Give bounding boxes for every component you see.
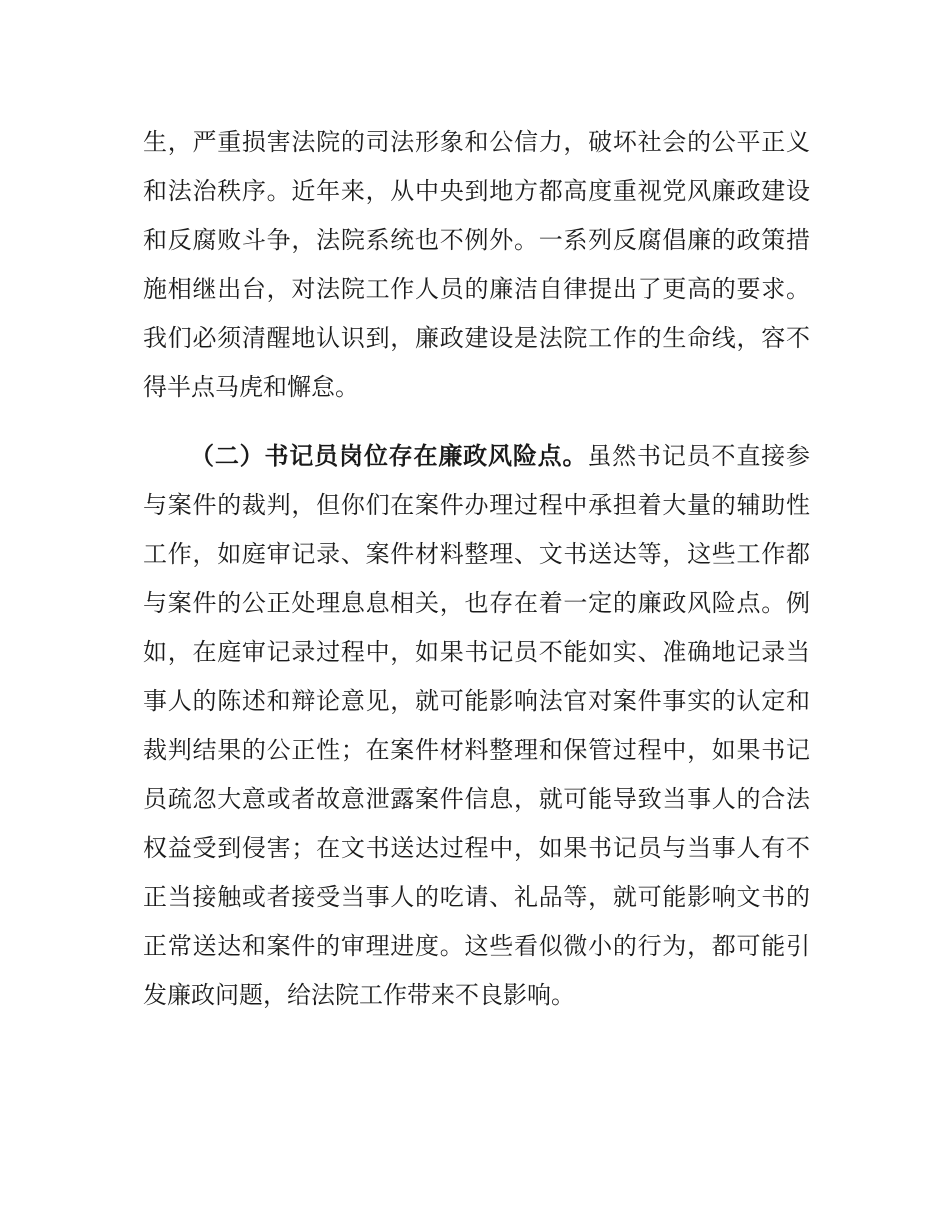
paragraph-first-line-text: 虽然书记员不直接参 bbox=[587, 442, 811, 470]
paragraph-line: 与案件的公正处理息息相关，也存在着一定的廉政风险点。例 bbox=[143, 589, 810, 617]
paragraph-line: 我们必须清醒地认识到，廉政建设是法院工作的生命线，容不 bbox=[143, 324, 810, 352]
paragraph-line: 工作，如庭审记录、案件材料整理、文书送达等，这些工作都 bbox=[143, 540, 810, 568]
paragraph-line: 正常送达和案件的审理进度。这些看似微小的行为，都可能引 bbox=[143, 932, 810, 960]
paragraph-line: 权益受到侵害；在文书送达过程中，如果书记员与当事人有不 bbox=[143, 834, 810, 862]
paragraph-line: 施相继出台，对法院工作人员的廉洁自律提出了更高的要求。 bbox=[143, 275, 810, 303]
paragraph-line: 如，在庭审记录过程中，如果书记员不能如实、准确地记录当 bbox=[143, 638, 810, 666]
paragraph-line: 正当接触或者接受当事人的吃请、礼品等，就可能影响文书的 bbox=[143, 883, 810, 911]
paragraph-line: 与案件的裁判，但你们在案件办理过程中承担着大量的辅助性 bbox=[143, 491, 810, 519]
paragraph-line: 和法治秩序。近年来，从中央到地方都高度重视党风廉政建设 bbox=[143, 177, 810, 205]
paragraph-line: 裁判结果的公正性；在案件材料整理和保管过程中，如果书记 bbox=[143, 736, 810, 764]
paragraph-line: 员疏忽大意或者故意泄露案件信息，就可能导致当事人的合法 bbox=[143, 785, 810, 813]
paragraph-line: 事人的陈述和辩论意见，就可能影响法官对案件事实的认定和 bbox=[143, 687, 810, 715]
paragraph-line: 生，严重损害法院的司法形象和公信力，破坏社会的公平正义 bbox=[143, 128, 810, 156]
paragraph-first-line bbox=[190, 436, 810, 476]
paragraph-line: 和反腐败斗争，法院系统也不例外。一系列反腐倡廉的政策措 bbox=[143, 226, 810, 254]
paragraph-line: 发廉政问题，给法院工作带来不良影响。 bbox=[143, 981, 575, 1009]
paragraph-line: 得半点马虎和懈怠。 bbox=[143, 373, 359, 401]
section-heading: （二）书记员岗位存在廉政风险点。 bbox=[190, 442, 588, 470]
